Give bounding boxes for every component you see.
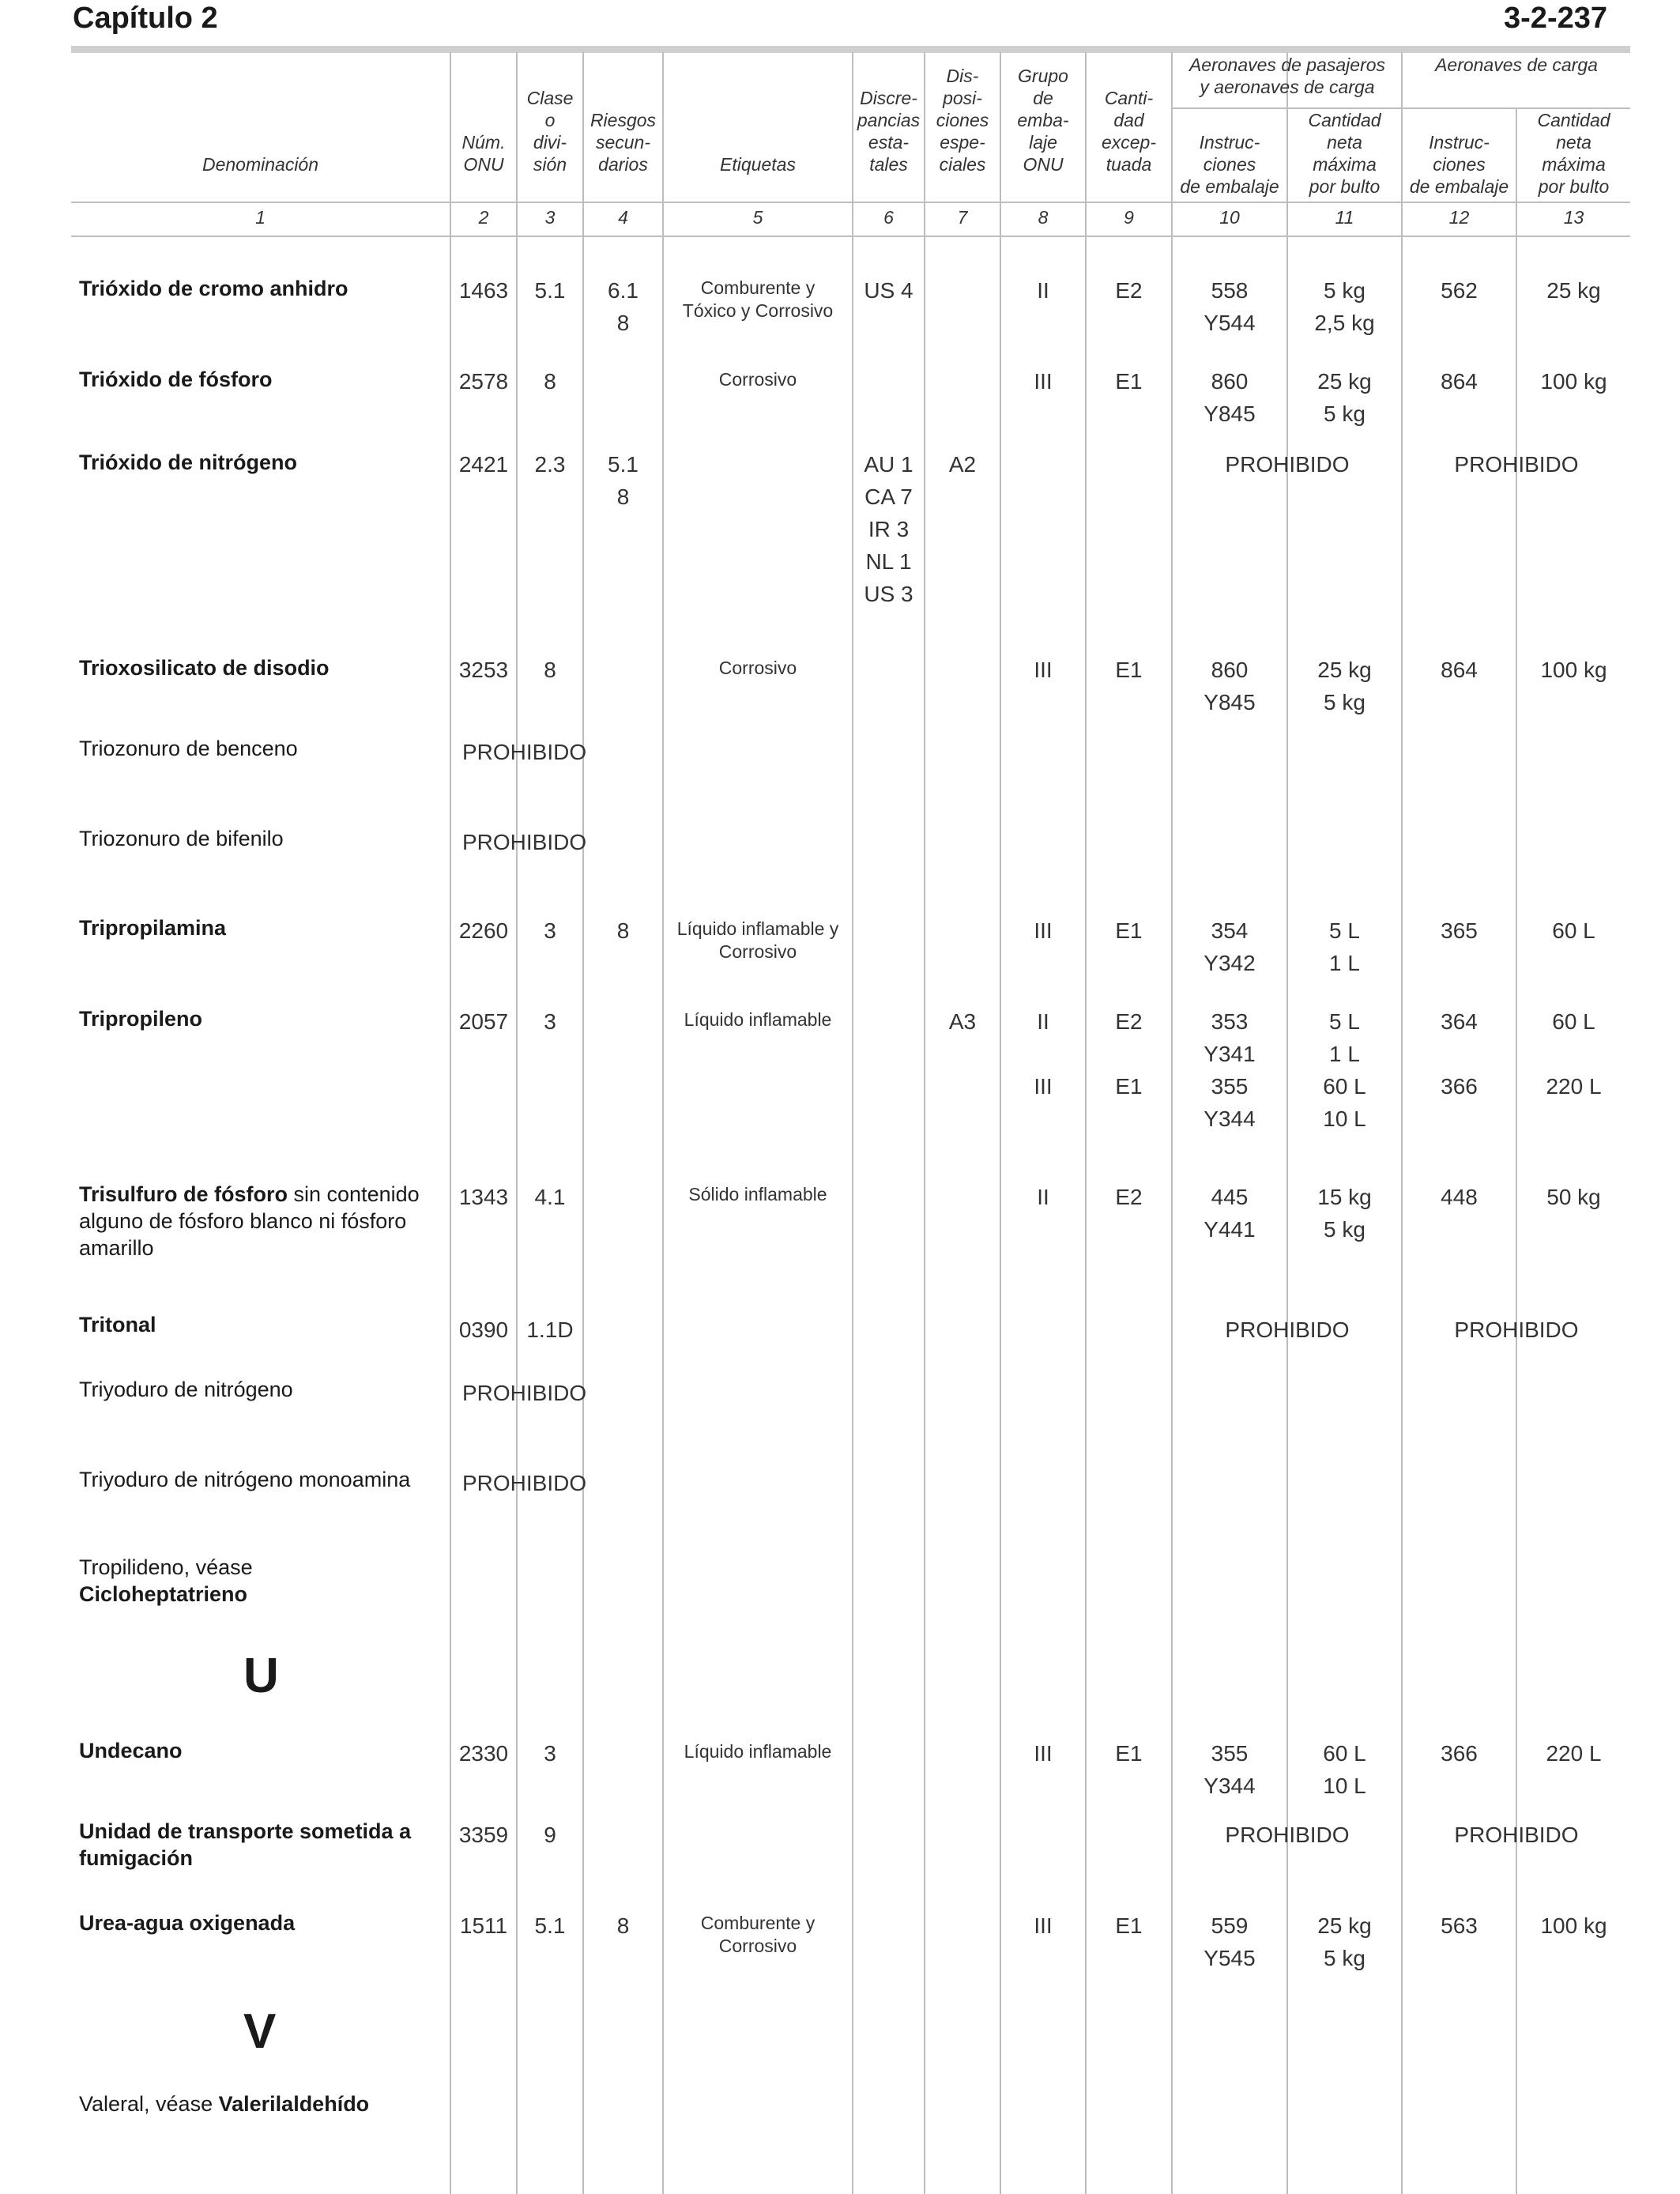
entry-name: Trióxido de cromo anhidro [79,277,348,300]
cell-grupo: III [1034,1741,1053,1766]
cell-disposiciones: A2 [948,452,977,477]
cell-onu: 0390 [458,1318,509,1342]
col-header-instrucciones-carga: Instruc- ciones de embalaje [1409,132,1509,197]
cell-cantidad-carga: 60 L [1552,918,1595,943]
entry-name: Triozonuro de bifenilo [79,827,284,850]
entry-name: Unidad de transporte sometida a fumigación [79,1819,412,1870]
col-header-riesgos: Riesgos secun- darios [590,110,657,175]
cell-cantidad-carga: 220 L [1546,1741,1602,1766]
cell-etiquetas: Líquido inflamable [684,1009,832,1030]
cell-instrucciones-pasajeros: 355 Y344 [1203,1741,1256,1798]
cell-prohibido-carga: PROHIBIDO [1454,1318,1579,1342]
cell-grupo: II III [1034,1009,1053,1099]
cell-cantidad-pasajeros: 5 L 1 L 60 L 10 L [1323,1009,1366,1131]
column-number-rule [71,236,1630,237]
cell-grupo: II [1037,278,1049,303]
section-letter: V [243,2004,277,2059]
cell-clase: 2.3 [534,452,566,477]
cell-cantidad-pasajeros: 25 kg 5 kg [1317,369,1372,426]
cell-instrucciones-pasajeros: 354 Y342 [1203,918,1256,975]
cell-riesgos: 8 [616,918,630,943]
col-header-clase: Clase o divi- sión [526,88,574,175]
cell-etiquetas: Comburente y Corrosivo [700,1913,816,1956]
entry-name: Tripropileno [79,1007,203,1031]
cell-onu: 2330 [458,1741,509,1766]
cell-clase: 3 [544,1741,556,1766]
cell-cantidad-pasajeros: 5 kg 2,5 kg [1314,278,1375,335]
cell-onu: 2578 [458,369,509,394]
cell-instrucciones-carga: 365 [1441,918,1478,943]
cell-cantidad-carga: 25 kg [1546,278,1601,303]
column-number: 5 [752,207,763,228]
column-number: 6 [883,207,894,228]
entry-name: Trióxido de fósforo [79,368,273,391]
col-header-num-onu: Núm. ONU [461,132,506,175]
cell-etiquetas: Corrosivo [718,658,797,678]
cell-clase: 5.1 [534,278,566,303]
chapter-title: Capítulo 2 [73,2,218,35]
col-header-cantidad-exceptuada: Canti- dad excep- tuada [1101,88,1157,175]
entry-name: Trióxido de nitrógeno [79,450,297,474]
cell-clase: 8 [544,369,556,394]
cell-instrucciones-pasajeros: 860 Y845 [1203,658,1256,714]
cell-cantidad-pasajeros: 15 kg 5 kg [1317,1185,1372,1242]
cell-clase: 1.1D [526,1318,574,1342]
cell-cantidad-pasajeros: 25 kg 5 kg [1317,1913,1372,1970]
entry-name: Trisulfuro de fósforo sin contenido alguno de fósforo blanco ni fósforo amarillo [79,1182,420,1260]
col-header-disposiciones: Dis- posi- ciones espe- ciales [936,66,989,175]
cell-instrucciones-pasajeros: 445 Y441 [1203,1185,1256,1242]
cell-onu: 2057 [458,1009,509,1034]
cell-onu: 1511 [459,1913,508,1938]
cell-prohibido: PROHIBIDO [462,1471,587,1495]
column-number: 9 [1124,207,1134,228]
cell-disposiciones: A3 [948,1009,977,1034]
cell-exceptuada: E1 [1115,1913,1143,1938]
column-number: 2 [478,207,489,228]
cell-onu: 3253 [458,658,509,682]
cell-cantidad-carga: 100 kg [1540,658,1607,682]
column-number: 12 [1448,207,1470,228]
column-number: 8 [1038,207,1049,228]
column-number: 13 [1563,207,1584,228]
cell-instrucciones-pasajeros: 559 Y545 [1203,1913,1256,1970]
group-header-carga: Aeronaves de carga [1435,55,1598,75]
cell-instrucciones-carga: 448 [1441,1185,1478,1209]
cell-cantidad-carga: 100 kg [1540,369,1607,394]
cell-onu: 3359 [458,1823,509,1847]
cell-instrucciones-carga: 562 [1441,278,1478,303]
cell-onu: 1463 [458,278,509,303]
cell-instrucciones-carga: 364 366 [1441,1009,1478,1099]
cell-prohibido: PROHIBIDO [462,740,587,764]
column-number: 7 [957,207,968,228]
entry-name: Triyoduro de nitrógeno [79,1378,293,1401]
cell-instrucciones-pasajeros: 860 Y845 [1203,369,1256,426]
page-number: 3-2-237 [1504,2,1607,35]
cell-cantidad-pasajeros: 60 L 10 L [1323,1741,1366,1798]
cell-riesgos: 6.1 8 [608,278,638,335]
entry-name: Trioxosilicato de disodio [79,656,330,680]
cell-clase: 9 [544,1823,556,1847]
cell-etiquetas: Líquido inflamable y Corrosivo [676,918,839,962]
cell-etiquetas: Comburente y Tóxico y Corrosivo [682,277,834,321]
col-header-discrepancias: Discre- pancias esta- tales [857,88,921,175]
cell-exceptuada: E1 [1115,658,1143,682]
col-header-cantidad-pasajeros: Cantidad neta máxima por bulto [1308,110,1381,197]
cell-instrucciones-pasajeros: 558 Y544 [1203,278,1256,335]
column-rule [582,52,584,2194]
col-header-grupo: Grupo de emba- laje ONU [1017,66,1069,175]
cell-exceptuada: E1 [1115,369,1143,394]
cell-prohibido: PROHIBIDO [462,830,587,854]
cell-cantidad-pasajeros: 5 L 1 L [1329,918,1360,975]
header-rule [71,46,1630,53]
cell-clase: 5.1 [534,1913,566,1938]
cell-etiquetas: Sólido inflamable [688,1184,827,1204]
cell-onu: 1343 [458,1185,509,1209]
cell-instrucciones-carga: 864 [1441,658,1478,682]
cell-exceptuada: E1 [1115,1741,1143,1766]
col-header-denominacion: Denominación [202,154,319,175]
cell-cantidad-pasajeros: 25 kg 5 kg [1317,658,1372,714]
cell-instrucciones-pasajeros: 353 Y341 355 Y344 [1203,1009,1256,1131]
col-header-etiquetas: Etiquetas [720,154,796,175]
cell-etiquetas: Corrosivo [718,369,797,390]
column-number: 10 [1219,207,1240,228]
cell-cantidad-carga: 100 kg [1540,1913,1607,1938]
cell-onu: 2421 [458,452,509,477]
cell-prohibido-pasajeros: PROHIBIDO [1225,1823,1350,1847]
cell-prohibido-pasajeros: PROHIBIDO [1225,1318,1350,1342]
column-number: 4 [618,207,628,228]
cell-prohibido: PROHIBIDO [462,1381,587,1405]
cell-discrepancias: AU 1 CA 7 IR 3 NL 1 US 3 [864,452,913,606]
cell-exceptuada: E1 [1115,918,1143,943]
cell-prohibido-carga: PROHIBIDO [1454,452,1579,477]
cell-instrucciones-carga: 366 [1441,1741,1478,1766]
cell-exceptuada: E2 E1 [1115,1009,1143,1099]
cell-grupo: III [1034,1913,1053,1938]
cell-prohibido-carga: PROHIBIDO [1454,1823,1579,1847]
column-rule [924,52,925,2194]
entry-name: Urea-agua oxigenada [79,1911,296,1935]
section-letter: U [243,1649,279,1703]
cell-discrepancias: US 4 [864,278,913,303]
cell-instrucciones-carga: 864 [1441,369,1478,394]
entry-name: Triyoduro de nitrógeno monoamina [79,1468,411,1491]
entry-name: Undecano [79,1739,183,1762]
cell-instrucciones-carga: 563 [1441,1913,1478,1938]
cell-cantidad-carga: 50 kg [1546,1185,1601,1209]
column-number: 3 [544,207,556,228]
entry-name: Tripropilamina [79,916,227,940]
column-number: 1 [255,207,266,228]
cell-grupo: III [1034,918,1053,943]
cell-exceptuada: E2 [1115,278,1143,303]
cell-prohibido-pasajeros: PROHIBIDO [1225,452,1350,477]
column-rule [852,52,853,2194]
cell-grupo: III [1034,369,1053,394]
column-rule [1516,108,1517,2194]
entry-name: Tropilideno, véase Cicloheptatrieno [79,1555,253,1606]
cell-clase: 3 [544,1009,556,1034]
cell-exceptuada: E2 [1115,1185,1143,1209]
header-bottom-rule [71,202,1630,203]
cell-grupo: II [1037,1185,1049,1209]
cell-riesgos: 8 [616,1913,630,1938]
cell-riesgos: 5.1 8 [608,452,638,509]
group-header-pasajeros: Aeronaves de pasajeros y aeronaves de carga [1188,55,1386,97]
column-number: 11 [1335,207,1354,228]
cell-clase: 3 [544,918,556,943]
col-header-instrucciones-pasajeros: Instruc- ciones de embalaje [1180,132,1279,197]
cell-clase: 8 [544,658,556,682]
entry-name: Tritonal [79,1313,156,1336]
cell-clase: 4.1 [534,1185,566,1209]
cell-grupo: III [1034,658,1053,682]
entry-name: Triozonuro de benceno [79,737,298,760]
cell-etiquetas: Líquido inflamable [684,1741,832,1762]
cell-onu: 2260 [458,918,509,943]
entry-name: Valeral, véase Valerilaldehído [79,2092,370,2116]
cell-cantidad-carga: 60 L 220 L [1546,1009,1602,1099]
col-header-cantidad-carga: Cantidad neta máxima por bulto [1537,110,1610,197]
